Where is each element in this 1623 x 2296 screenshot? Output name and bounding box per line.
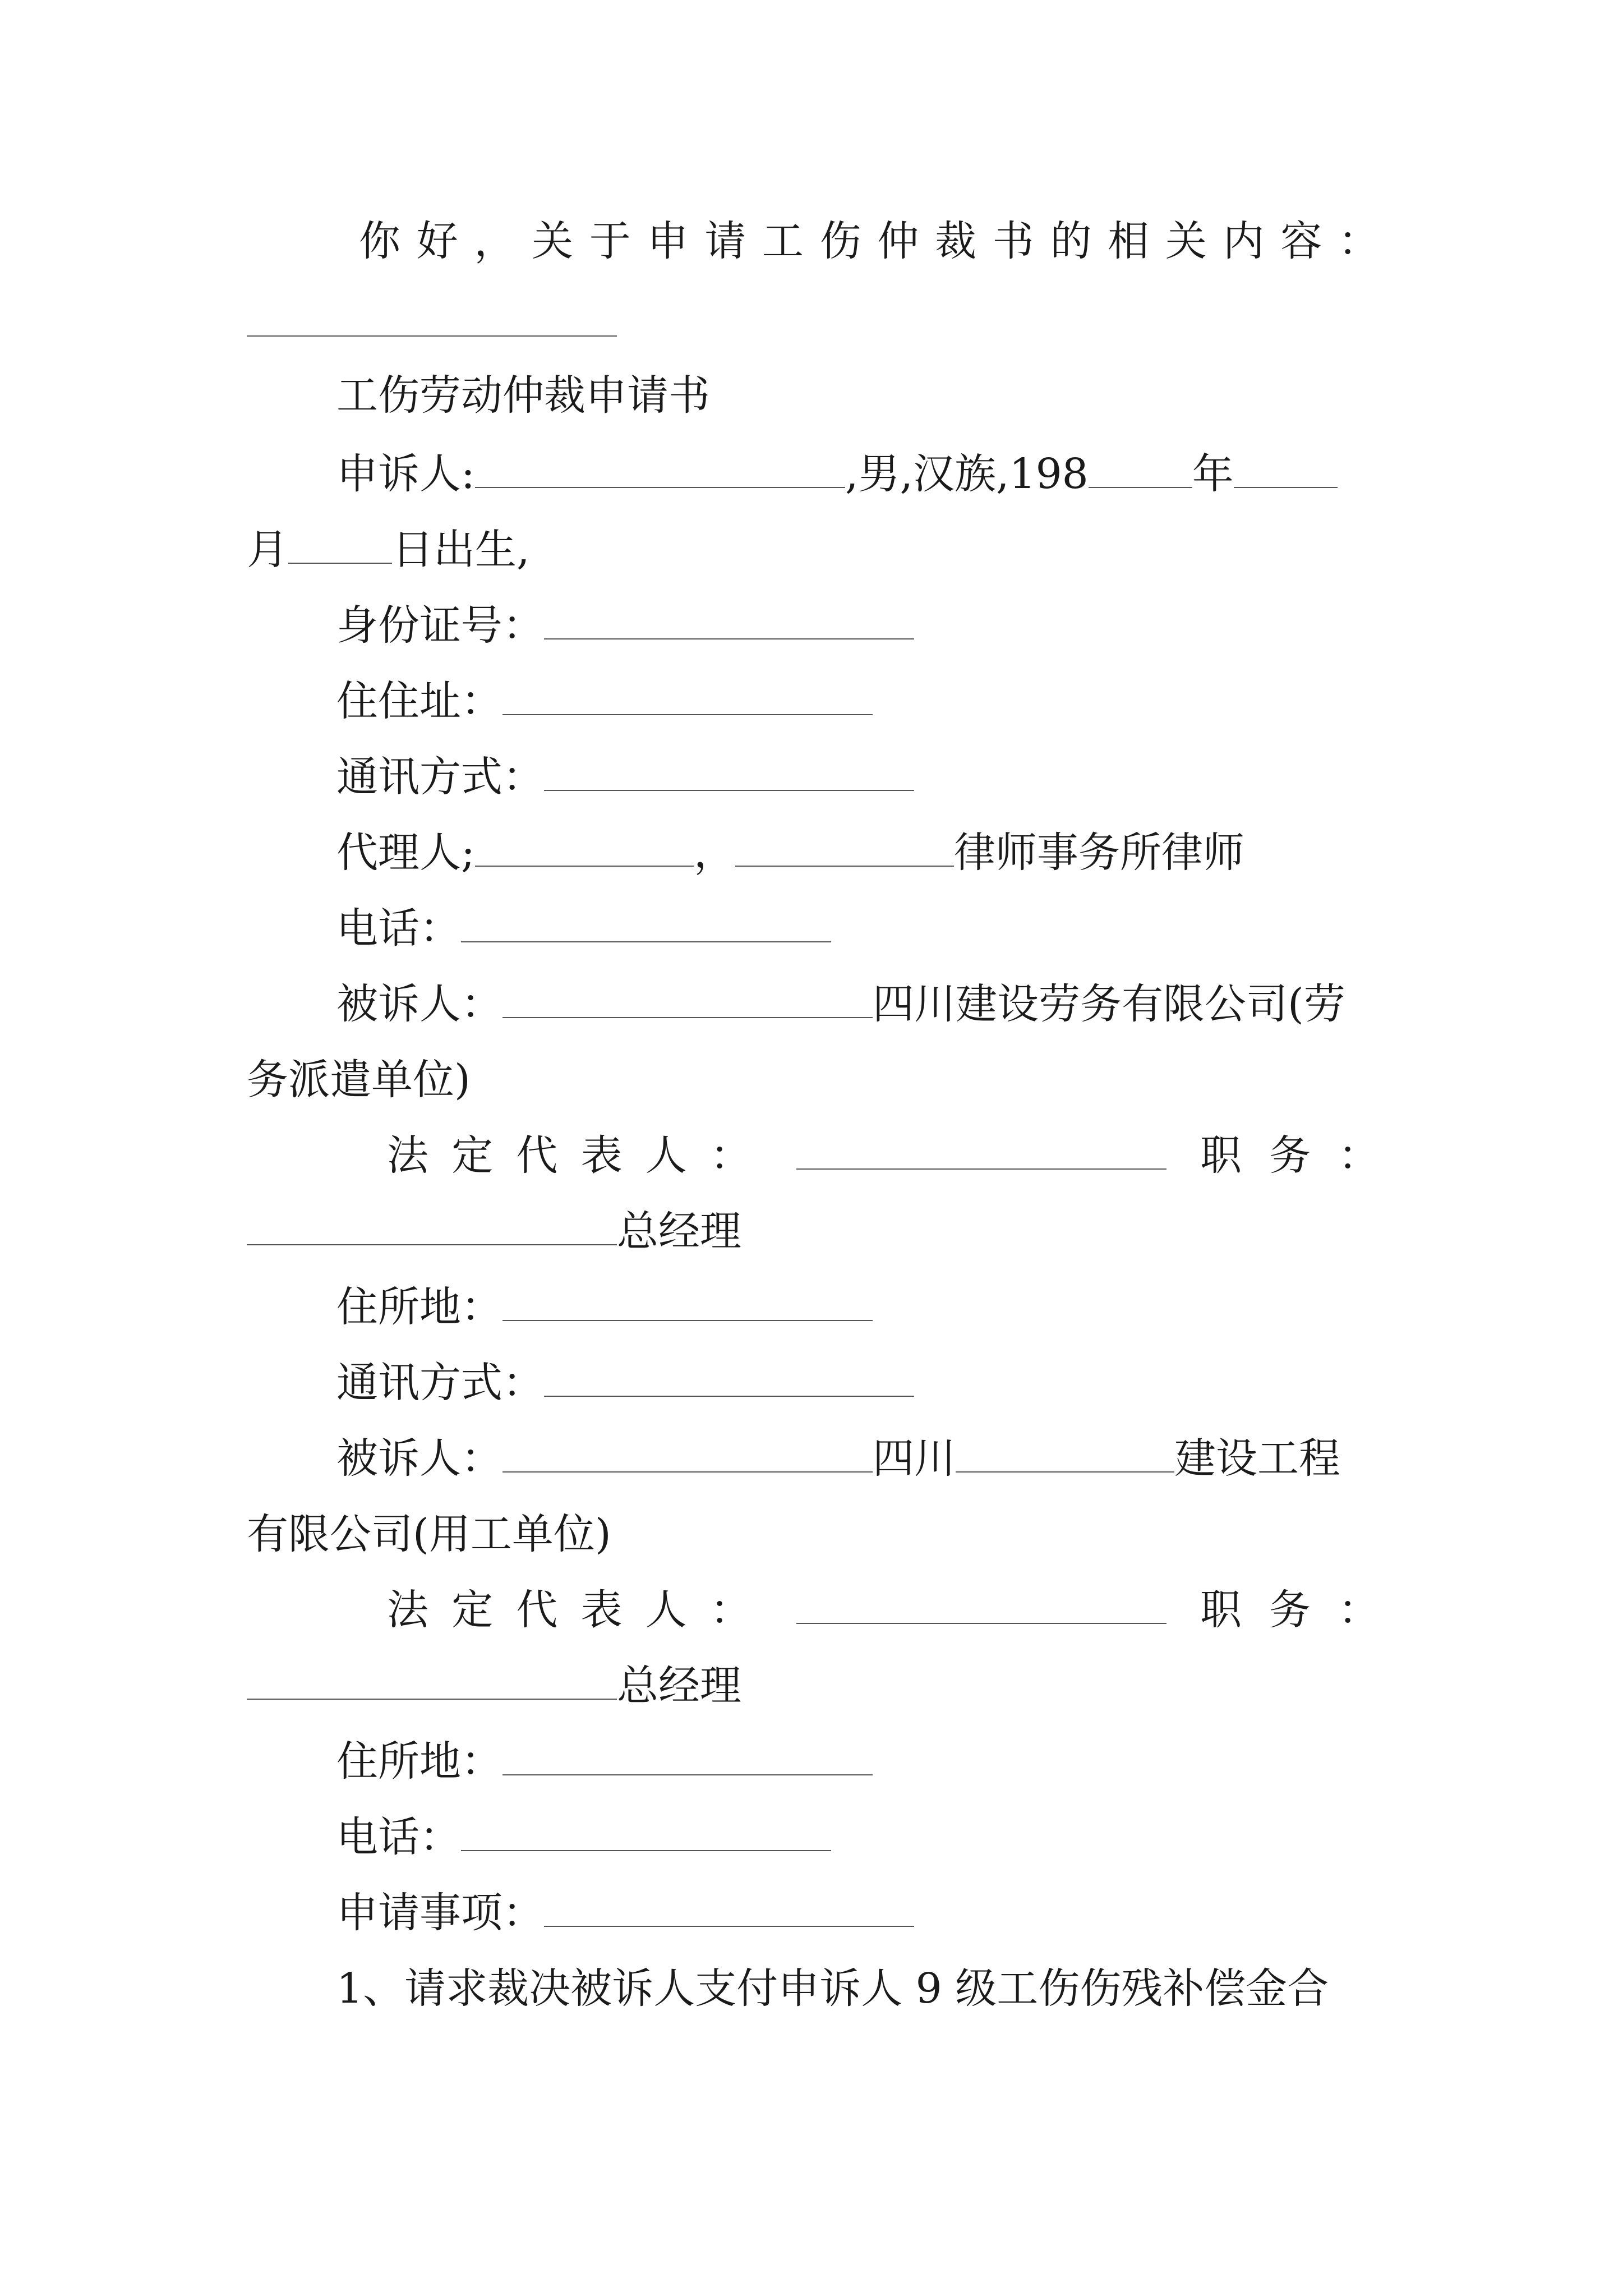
request-item-1-text: 1、请求裁决被诉人支付申诉人 9 级工伤伤残补偿金合 <box>336 1964 1329 2013</box>
applicant-line-cont <box>247 522 1380 578</box>
domicile1-label: 住所地： <box>336 1283 502 1331</box>
legal-rep-char: ： <box>709 1586 751 1634</box>
domicile2-line <box>336 1733 1380 1789</box>
request-item-1 <box>336 1961 1380 2017</box>
respondent1-label: 被诉人： <box>336 980 502 1028</box>
legal-rep-char: ： <box>709 1131 751 1180</box>
legal-rep1-line <box>387 1128 1380 1184</box>
contact2-blank <box>544 1356 914 1397</box>
gm1-line <box>247 1203 1380 1259</box>
contact-label: 通讯方式： <box>336 753 544 801</box>
domicile2-label: 住所地： <box>336 1737 502 1786</box>
position-char: 职 <box>1200 1131 1242 1180</box>
position-char: 务 <box>1269 1586 1311 1634</box>
position2-blank <box>247 1659 617 1700</box>
separator-rule <box>247 335 617 337</box>
respondent2-line-cont <box>247 1506 1380 1562</box>
respondent1-line-cont <box>247 1052 1380 1108</box>
respondent2-line <box>336 1430 1380 1487</box>
agent-label: 代理人; <box>336 829 475 877</box>
address-blank <box>502 675 873 715</box>
position-char: 务 <box>1269 1131 1311 1180</box>
intro-char: 于 <box>589 217 631 265</box>
contact-line <box>336 749 1380 805</box>
respondent2-cont: 有限公司(用工单位) <box>247 1510 611 1558</box>
applicant-line <box>336 446 1380 502</box>
id-blank <box>544 599 914 639</box>
year-label: 年 <box>1192 450 1234 498</box>
intro-char: 仲 <box>877 217 919 265</box>
id-line <box>336 597 1380 654</box>
intro-char: 关 <box>1165 217 1207 265</box>
respondent1-blank <box>502 978 873 1018</box>
id-label: 身份证号： <box>336 601 544 650</box>
birth-month-blank <box>1234 448 1338 488</box>
agent-line <box>336 825 1380 881</box>
respondent1-line <box>336 976 1380 1032</box>
domicile2-blank <box>502 1735 873 1775</box>
position1-blank <box>247 1205 617 1245</box>
respondent2-blank <box>502 1432 873 1473</box>
legal-rep-char: 表 <box>580 1131 623 1180</box>
respondent1-name-cont: 务派遣单位) <box>247 1056 471 1104</box>
phone2-line <box>336 1809 1380 1865</box>
phone2-blank <box>461 1811 831 1851</box>
respondent2-tail: 建设工程 <box>1174 1434 1340 1483</box>
legal-rep2-blank <box>796 1584 1166 1624</box>
respondent1-name: 四川建设劳务有限公司(劳 <box>873 980 1345 1028</box>
applicant-label: 申诉人: <box>336 450 475 498</box>
born-label: 日出生, <box>392 526 530 574</box>
position-char: ： <box>1338 1586 1380 1634</box>
intro-char: 相 <box>1108 217 1150 265</box>
legal-rep-char: 法 <box>387 1131 428 1180</box>
intro-char: 内 <box>1223 217 1265 265</box>
legal-rep-char: 人 <box>645 1131 687 1180</box>
position-char: 职 <box>1200 1586 1242 1634</box>
gm2-text: 总经理 <box>617 1662 741 1710</box>
position-char: ： <box>1338 1131 1380 1180</box>
legal-rep-char: 表 <box>580 1586 623 1634</box>
intro-char: 的 <box>1050 217 1092 265</box>
agent-comma: ， <box>693 829 735 877</box>
domicile1-blank <box>502 1281 873 1321</box>
intro-char: ， <box>474 217 516 265</box>
intro-char: 工 <box>762 217 804 265</box>
intro-char: 申 <box>647 217 689 265</box>
birth-day-blank <box>288 523 392 564</box>
gm1-text: 总经理 <box>617 1207 741 1255</box>
intro-char: 容 <box>1280 217 1322 265</box>
legal-rep-char: 定 <box>451 1131 494 1180</box>
month-label: 月 <box>247 526 288 574</box>
address-line <box>336 673 1380 729</box>
doc-title <box>336 367 1380 424</box>
legal-rep-char: 定 <box>451 1586 494 1634</box>
applicant-name-blank <box>475 448 845 488</box>
legal-rep-char: 代 <box>516 1586 558 1634</box>
intro-char: ： <box>1338 217 1380 265</box>
agent-firm: 律师事务所律师 <box>953 829 1244 877</box>
intro-char: 书 <box>992 217 1034 265</box>
respondent2-blank2 <box>956 1432 1174 1473</box>
agent-name-blank <box>475 826 694 867</box>
phone-label: 电话： <box>336 904 461 953</box>
birth-year-blank <box>1089 448 1192 488</box>
request-line <box>336 1885 1380 1941</box>
agent-firm-blank <box>735 826 954 867</box>
legal-rep-char: 代 <box>516 1131 558 1180</box>
intro-char: 裁 <box>935 217 977 265</box>
address-label: 住住址： <box>336 677 502 725</box>
intro-char: 好 <box>416 217 458 265</box>
intro-char: 请 <box>704 217 746 265</box>
doc-title-text: 工伤劳动仲裁申请书 <box>336 371 710 420</box>
contact2-line <box>336 1355 1380 1411</box>
intro-line <box>359 213 1380 269</box>
respondent2-label: 被诉人： <box>336 1434 502 1483</box>
contact2-label: 通讯方式： <box>336 1359 544 1407</box>
request-blank <box>544 1887 914 1927</box>
legal-rep2-line <box>387 1582 1380 1638</box>
legal-rep1-blank <box>796 1129 1166 1170</box>
contact-blank <box>544 751 914 791</box>
intro-char: 关 <box>532 217 574 265</box>
domicile1-line <box>336 1279 1380 1335</box>
phone-blank <box>461 902 831 942</box>
intro-char: 你 <box>359 217 400 265</box>
request-label: 申请事项： <box>336 1889 544 1937</box>
respondent2-mid: 四川 <box>873 1434 956 1483</box>
gm2-line <box>247 1658 1380 1714</box>
legal-rep-char: 人 <box>645 1586 687 1634</box>
intro-char: 伤 <box>819 217 861 265</box>
phone2-label: 电话： <box>336 1813 461 1861</box>
legal-rep-char: 法 <box>387 1586 428 1634</box>
phone-line <box>336 900 1380 956</box>
applicant-info: ,男,汉族,198 <box>845 450 1089 498</box>
